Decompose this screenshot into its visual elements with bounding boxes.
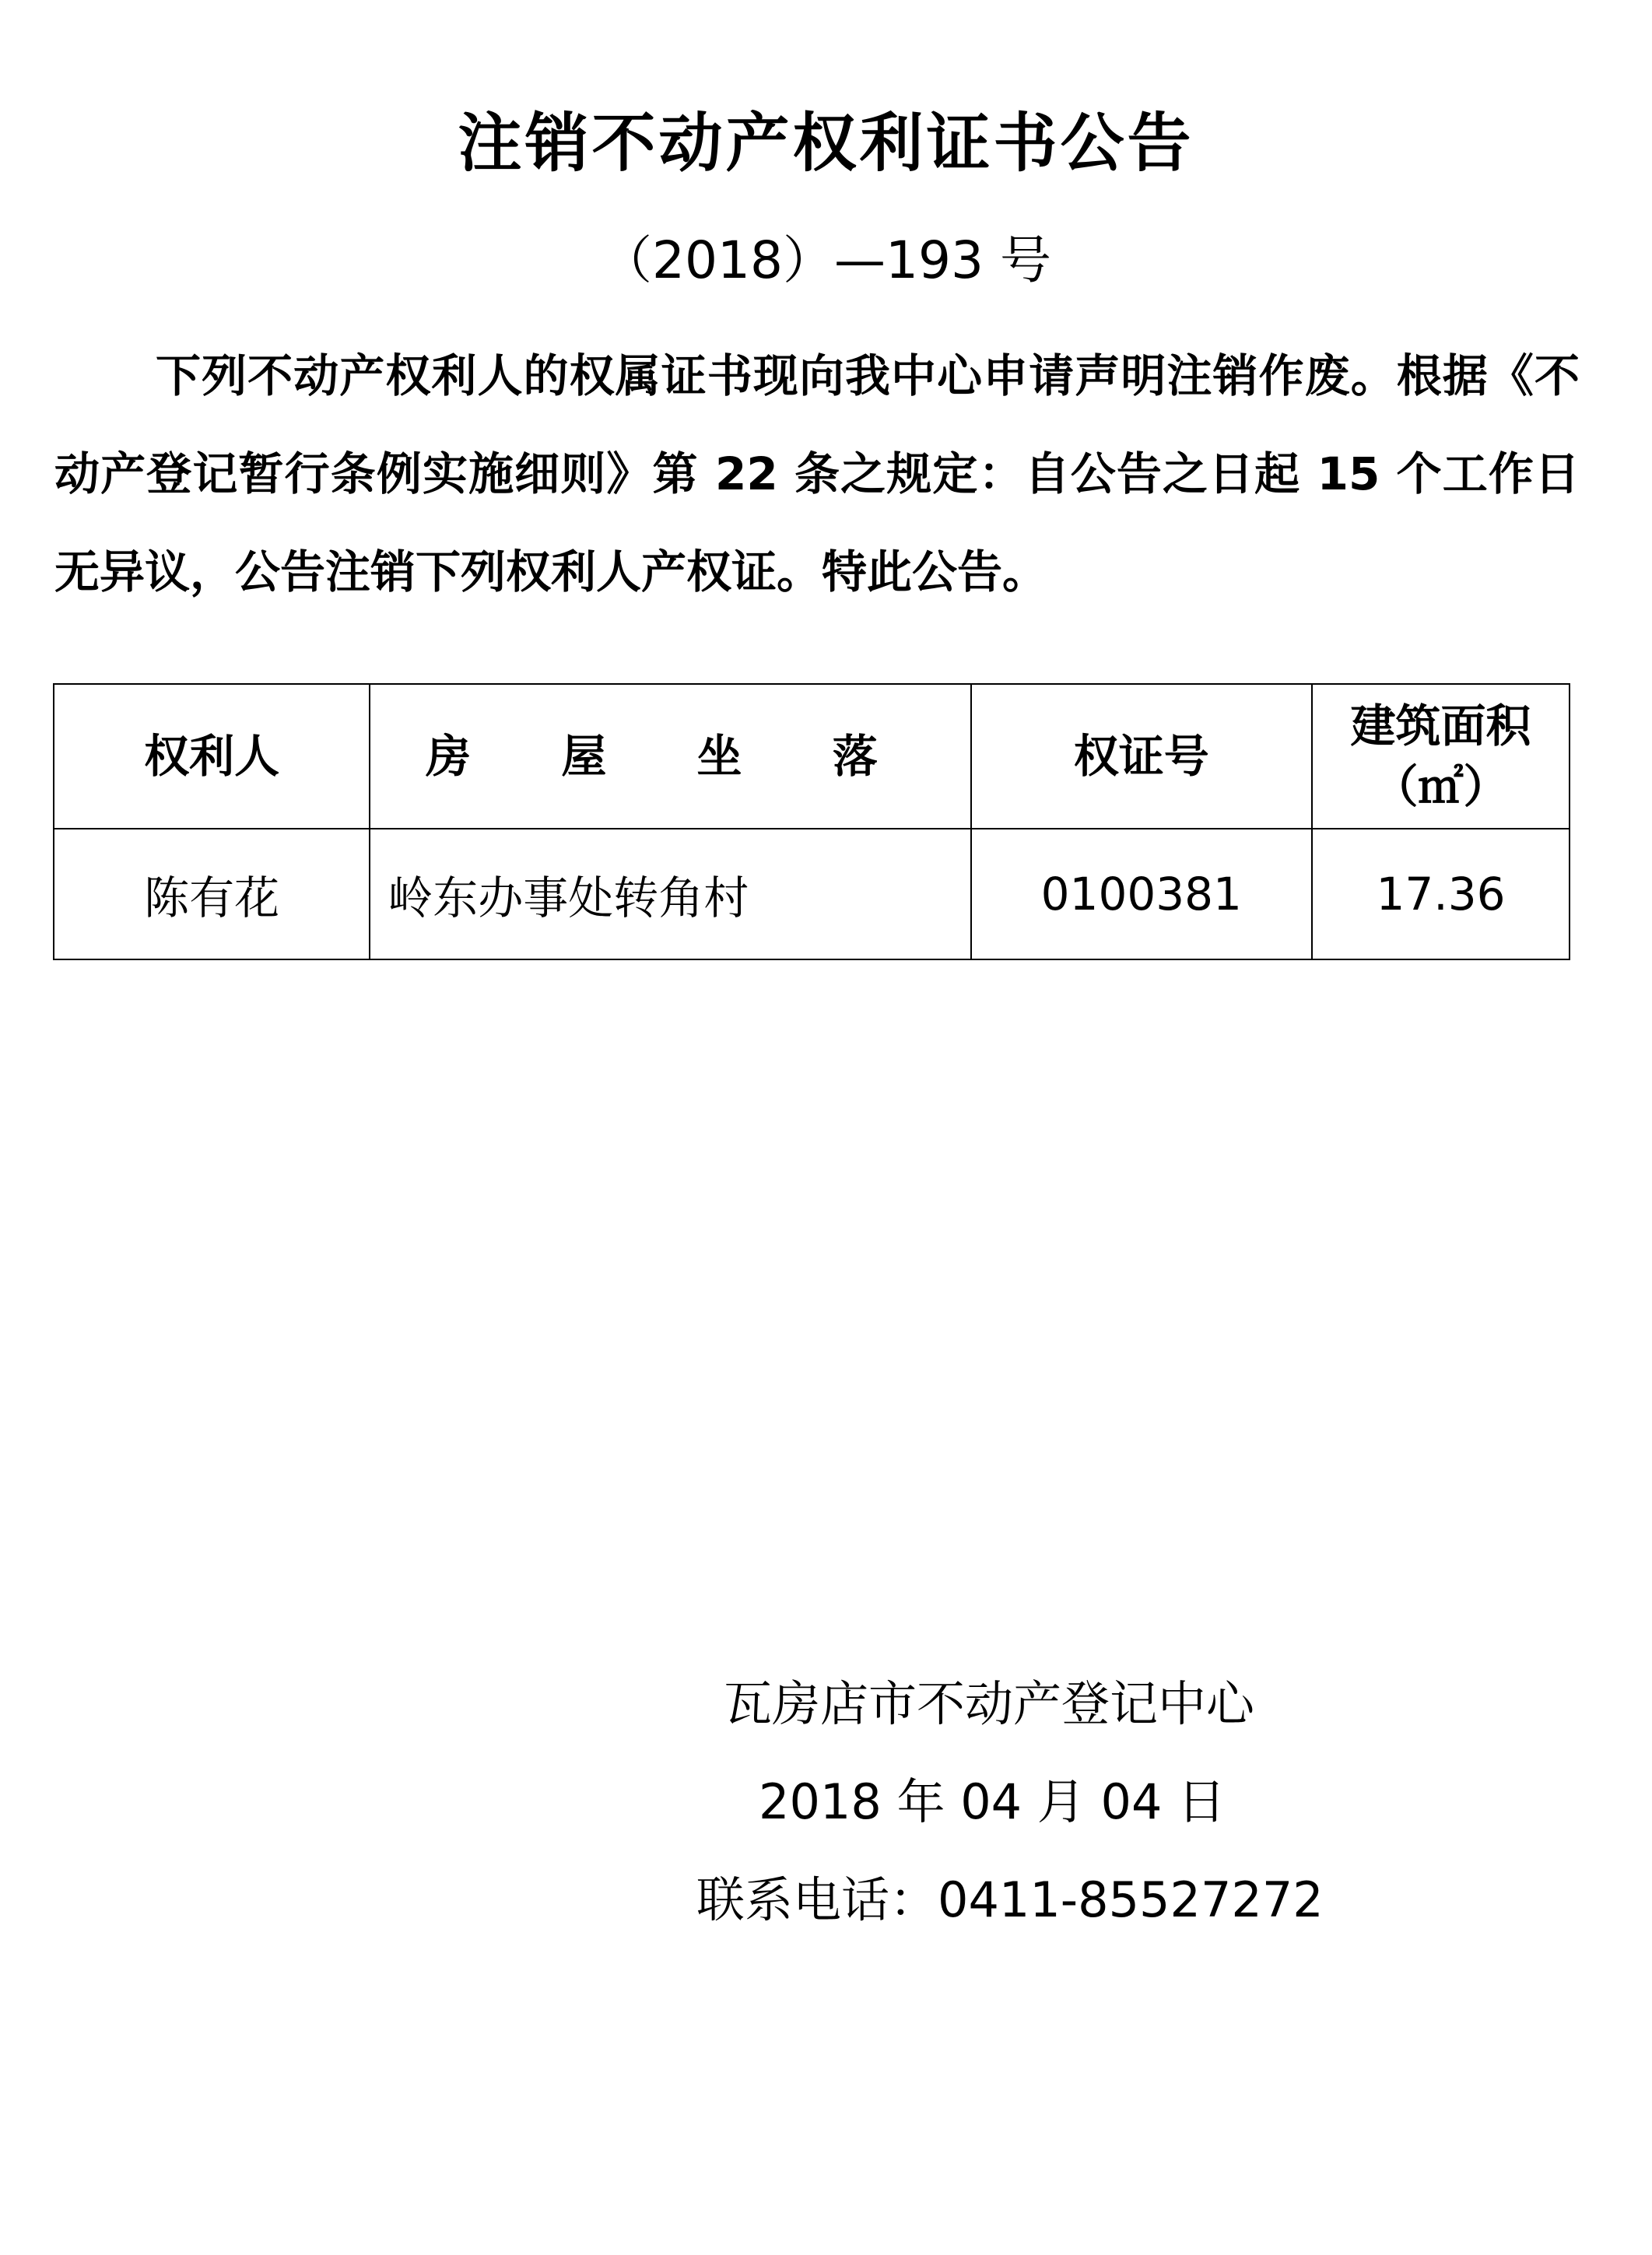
header-certificate: 权证号 <box>971 684 1312 829</box>
document-number: （2018）—193 号 <box>601 230 1051 290</box>
header-area <box>1312 684 1570 829</box>
announcement-body: 下列不动产权利人的权属证书现向我中心申请声明注销作废。根据《不动产登记暂行条例实施细则》第 22 条之规定：自公告之日起 15 个工作日无异议，公告注销下列权利人产权证。特此公告。 <box>54 349 1580 598</box>
cell-holder: 陈有花 <box>54 829 370 959</box>
certificate-table <box>53 683 1570 960</box>
header-holder: 权利人 <box>54 684 370 829</box>
cell-location: 岭东办事处转角村 <box>370 829 970 959</box>
header-area-label: 建筑面积 <box>1350 700 1531 752</box>
issuing-organization: 瓦房店市不动产登记中心 <box>724 1675 1255 1732</box>
issue-date: 2018 年 04 月 04 日 <box>759 1773 1226 1830</box>
cell-certificate: 0100381 <box>971 829 1312 959</box>
header-area-unit: （㎡） <box>1373 760 1509 813</box>
cell-area: 17.36 <box>1312 829 1570 959</box>
table-row <box>54 829 1570 959</box>
document-title: 注销不动产权利证书公告 <box>458 107 1194 181</box>
header-location: 房 屋 坐 落 <box>370 684 970 829</box>
contact-phone: 联系电话：0411-85527272 <box>696 1871 1324 1928</box>
table-header-row <box>54 684 1570 829</box>
